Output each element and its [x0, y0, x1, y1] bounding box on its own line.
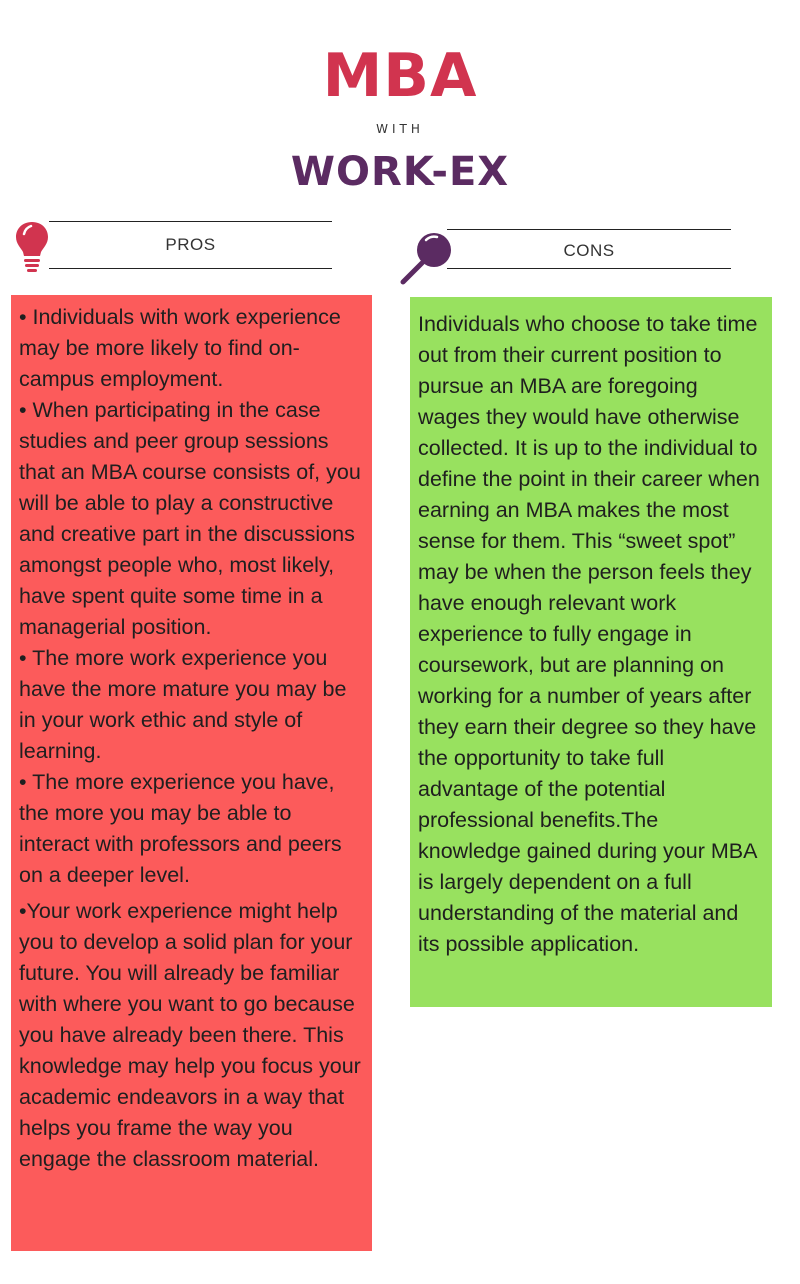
pros-box	[11, 295, 372, 1251]
pros-item: • When participating in the case studies and peer group sessions that an MBA course consists of, you will be able to play a constructive and creative part in the discussions amongst people who, most likely, have spent quite some time in a managerial position.	[19, 398, 361, 639]
lightbulb-icon	[14, 220, 50, 274]
pros-item: •Your work experience might help you to develop a solid plan for your future. You will already be familiar with where you want to go because you have already been there. This knowledge may help you focus your academic endeavors in a way that helps you frame the way you engage the classroom material.	[19, 899, 361, 1171]
cons-text: Individuals who choose to take time out from their current position to pursue an MBA are foregoing wages they would have otherwise collected. It is up to the individual to define the point in their career when earning an MBA makes the most sense for them. This “sweet spot” may be when the person feels they have enough relevant work experience to fully engage in coursework, but are planning on working for a number of years after they earn their degree so they have the opportunity to take full advantage of the potential professional benefits.The knowledge gained during your MBA is largely dependent on a full understanding of the material and its possible application.	[418, 312, 760, 956]
pros-rule-top	[49, 221, 332, 222]
page-title: MBA	[322, 41, 478, 111]
pros-rule-bottom	[49, 268, 332, 269]
pros-item: • Individuals with work experience may be more likely to find on-campus employment.	[19, 305, 341, 391]
cons-rule-bottom	[447, 268, 731, 269]
title-connector: WITH	[376, 122, 424, 136]
cons-box	[410, 297, 772, 1007]
page-subtitle: WORK-EX	[290, 149, 510, 195]
pros-item: • The more experience you have, the more you may be able to interact with professors and peers on a deeper level.	[19, 770, 342, 887]
cons-label: CONS	[563, 241, 615, 260]
cons-rule-top	[447, 229, 731, 230]
pros-item: • The more work experience you have the more mature you may be in your work ethic and style of learning.	[19, 646, 347, 763]
pros-label: PROS	[165, 235, 216, 254]
